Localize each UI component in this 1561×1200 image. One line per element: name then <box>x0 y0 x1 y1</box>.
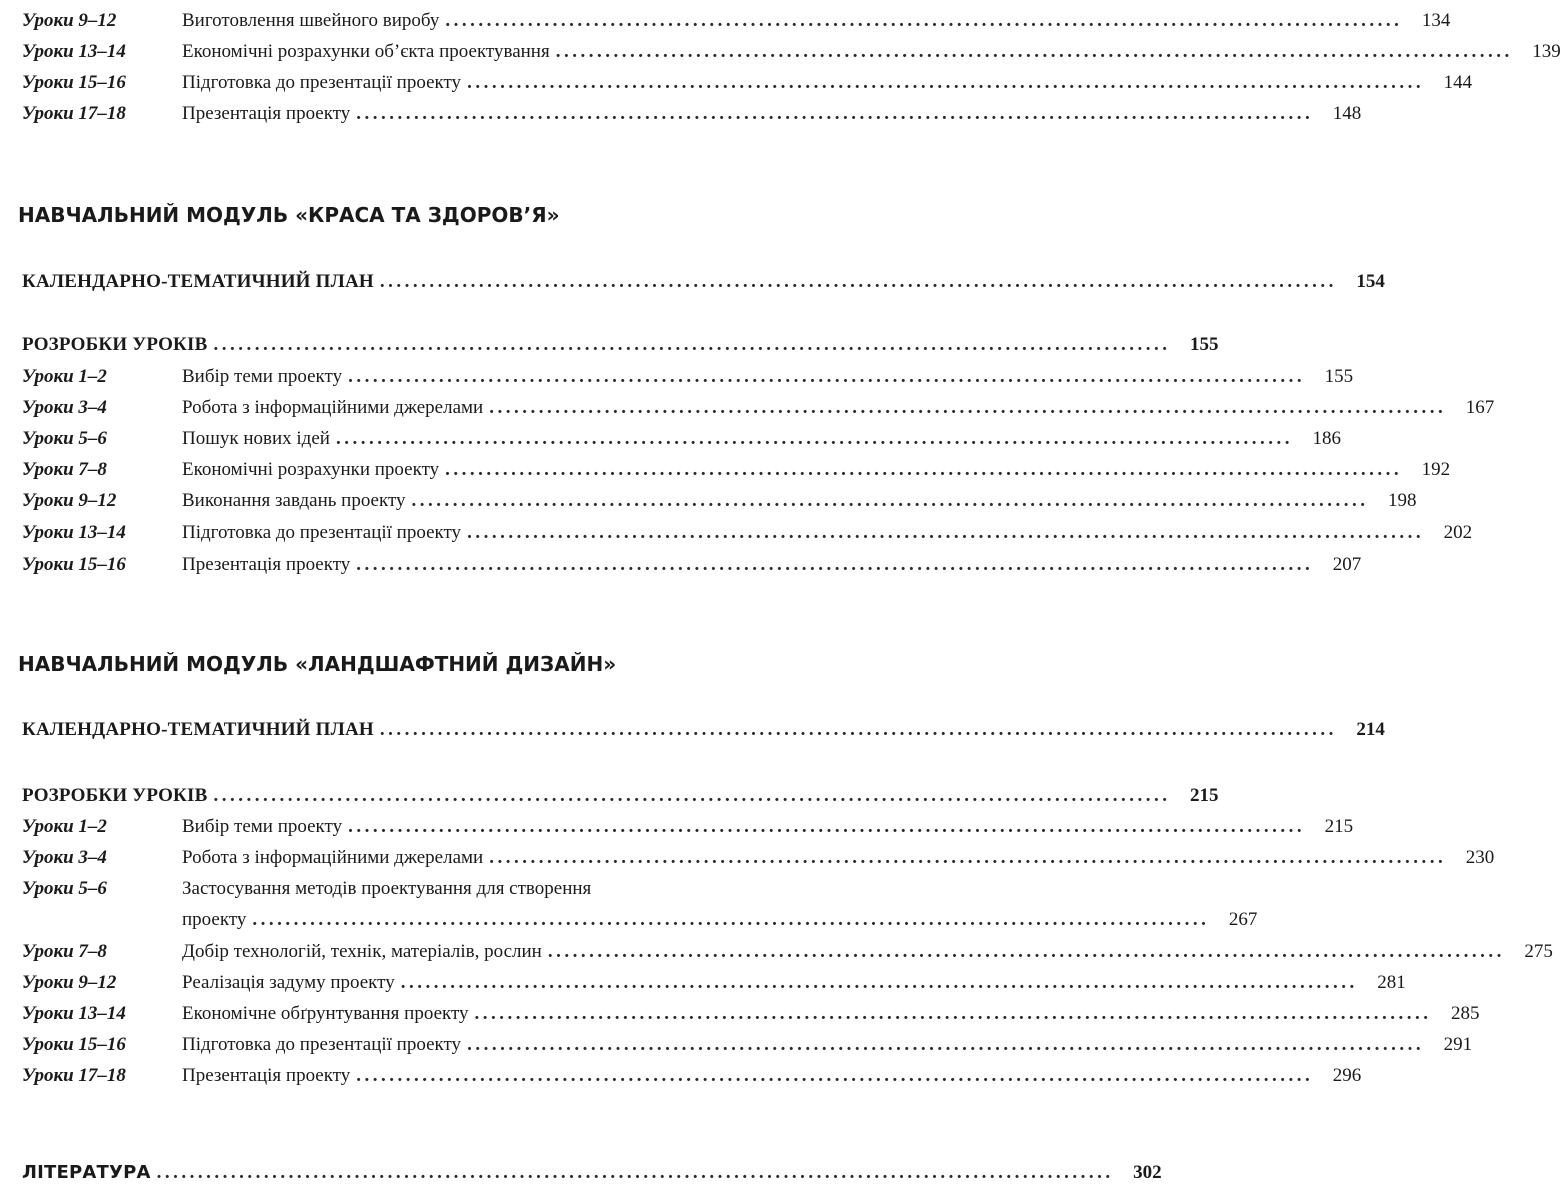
lesson-range: Уроки 7–8 <box>22 941 107 962</box>
toc-entry <box>22 424 1341 454</box>
dot-leader: .................................................................................................................... <box>400 972 1358 993</box>
lesson-range: Уроки 7–8 <box>22 459 107 480</box>
toc-entry-continuation <box>182 905 1258 935</box>
toc-entry <box>22 999 1480 1029</box>
page-number: 302 <box>1133 1162 1162 1183</box>
lesson-range: Уроки 9–12 <box>22 972 117 993</box>
lesson-range: Уроки 13–14 <box>22 1003 126 1024</box>
dot-leader: .................................................................................................................... <box>348 816 1306 837</box>
toc-entry <box>22 968 1406 998</box>
section-title: КАЛЕНДАРНО-ТЕМАТИЧНИЙ ПЛАН <box>22 271 374 292</box>
toc-entry <box>22 518 1473 548</box>
entry-title: Підготовка до презентації проекту <box>182 72 462 93</box>
page-number: 155 <box>1190 334 1219 355</box>
dot-leader: .................................................................................................................... <box>467 522 1425 543</box>
dot-leader: .................................................................................................................... <box>445 459 1403 480</box>
dot-leader: .................................................................................................................... <box>467 1034 1425 1055</box>
lesson-range: Уроки 1–2 <box>22 366 107 387</box>
lesson-range: Уроки 1–2 <box>22 816 107 837</box>
entry-title: Виготовлення швейного виробу <box>182 10 440 31</box>
page-number: 207 <box>1332 554 1362 575</box>
entry-title: Виконання завдань проекту <box>182 490 406 511</box>
page-number: 275 <box>1524 941 1553 962</box>
toc-entry <box>22 362 1354 392</box>
toc-entry <box>22 812 1354 842</box>
entry-title: Вибір теми проекту <box>182 816 343 837</box>
entry-title: Робота з інформаційними джерелами <box>182 847 484 868</box>
entry-title: Вибір теми проекту <box>182 366 343 387</box>
section-entry-plan <box>22 267 1385 297</box>
entry-title: Підготовка до презентації проекту <box>182 1034 462 1055</box>
lesson-range: Уроки 3–4 <box>22 397 107 418</box>
dot-leader: .................................................................................................................... <box>411 490 1369 511</box>
dot-leader: .................................................................................................................... <box>356 554 1314 575</box>
entry-title: Добір технологій, технік, матеріалів, рослин <box>182 941 542 962</box>
entry-title: Застосування методів проектування для створення <box>182 878 592 899</box>
section-entry-plan <box>22 715 1385 745</box>
lesson-range: Уроки 13–14 <box>22 522 126 543</box>
page-number: 291 <box>1443 1034 1473 1055</box>
dot-leader: .................................................................................................................... <box>213 785 1171 806</box>
dot-leader: .................................................................................................................... <box>555 41 1513 62</box>
toc-entry <box>22 874 824 904</box>
lesson-range: Уроки 15–16 <box>22 72 126 93</box>
page-number: 202 <box>1443 522 1473 543</box>
section-title: РОЗРОБКИ УРОКІВ <box>22 785 208 806</box>
entry-title: Презентація проекту <box>182 1065 351 1086</box>
dot-leader: .................................................................................................................... <box>379 719 1337 740</box>
page-number: 230 <box>1465 847 1495 868</box>
page-number: 155 <box>1324 366 1354 387</box>
page-number: 139 <box>1532 41 1561 62</box>
page-number: 214 <box>1356 719 1385 740</box>
entry-title: Робота з інформаційними джерелами <box>182 397 484 418</box>
toc-entry <box>22 550 1362 580</box>
entry-title: Реалізація задуму проекту <box>182 972 395 993</box>
page-number: 192 <box>1421 459 1451 480</box>
entry-title: Економічні розрахунки проекту <box>182 459 440 480</box>
dot-leader: .................................................................................................................... <box>348 366 1306 387</box>
page-number: 144 <box>1443 72 1473 93</box>
lesson-range: Уроки 5–6 <box>22 878 107 899</box>
entry-title: Економічне обґрунтування проекту <box>182 1003 469 1024</box>
toc-entry <box>22 6 1451 36</box>
section-entry-lessons <box>22 781 1219 811</box>
dot-leader: .................................................................................................................... <box>252 909 1210 930</box>
page-number: 285 <box>1451 1003 1480 1024</box>
toc-entry <box>22 1061 1362 1091</box>
page-number: 281 <box>1377 972 1406 993</box>
toc-entry <box>22 486 1417 516</box>
page-number: 215 <box>1324 816 1354 837</box>
page-number: 267 <box>1228 909 1258 930</box>
dot-leader: .................................................................................................................... <box>379 271 1337 292</box>
module-heading: НАВЧАЛЬНИЙ МОДУЛЬ «ЛАНДШАФТНИЙ ДИЗАЙН» <box>18 652 617 676</box>
toc-entry <box>22 843 1495 873</box>
dot-leader: .................................................................................................................... <box>445 10 1403 31</box>
page-number: 198 <box>1388 490 1417 511</box>
page-number: 215 <box>1190 785 1219 806</box>
entry-title: Презентація проекту <box>182 103 351 124</box>
lesson-range: Уроки 9–12 <box>22 490 117 511</box>
dot-leader: .................................................................................................................... <box>213 334 1171 355</box>
entry-title: Підготовка до презентації проекту <box>182 522 462 543</box>
section-entry-lessons <box>22 330 1219 360</box>
section-title: РОЗРОБКИ УРОКІВ <box>22 334 208 355</box>
dot-leader: .................................................................................................................... <box>474 1003 1432 1024</box>
dot-leader: .................................................................................................................... <box>467 72 1425 93</box>
page-number: 296 <box>1332 1065 1362 1086</box>
lesson-range: Уроки 13–14 <box>22 41 126 62</box>
page-number: 186 <box>1312 428 1341 449</box>
dot-leader: .................................................................................................................... <box>156 1162 1114 1183</box>
entry-title-continuation: проекту <box>182 909 247 930</box>
toc-entry <box>22 37 1561 67</box>
section-title: КАЛЕНДАРНО-ТЕМАТИЧНИЙ ПЛАН <box>22 719 374 740</box>
dot-leader: .................................................................................................................... <box>547 941 1505 962</box>
page-number: 154 <box>1356 271 1385 292</box>
dot-leader: .................................................................................................................... <box>489 397 1447 418</box>
entry-title: Пошук нових ідей <box>182 428 330 449</box>
dot-leader: .................................................................................................................... <box>356 103 1314 124</box>
toc-entry <box>22 68 1473 98</box>
page-number: 167 <box>1465 397 1495 418</box>
toc-entry <box>22 1030 1473 1060</box>
entry-title: Презентація проекту <box>182 554 351 575</box>
lesson-range: Уроки 17–18 <box>22 103 126 124</box>
lesson-range: Уроки 15–16 <box>22 554 126 575</box>
section-entry-literature <box>22 1158 1162 1188</box>
toc-entry <box>22 455 1451 485</box>
dot-leader: .................................................................................................................... <box>489 847 1447 868</box>
page-number: 148 <box>1332 103 1362 124</box>
toc-entry <box>22 393 1495 423</box>
lesson-range: Уроки 5–6 <box>22 428 107 449</box>
module-heading: НАВЧАЛЬНИЙ МОДУЛЬ «КРАСА ТА ЗДОРОВ’Я» <box>18 203 560 227</box>
lesson-range: Уроки 9–12 <box>22 10 117 31</box>
lesson-range: Уроки 15–16 <box>22 1034 126 1055</box>
lesson-range: Уроки 3–4 <box>22 847 107 868</box>
section-title: ЛІТЕРАТУРА <box>22 1162 151 1183</box>
entry-title: Економічні розрахунки об’єкта проектування <box>182 41 550 62</box>
dot-leader: .................................................................................................................... <box>356 1065 1314 1086</box>
toc-entry <box>22 937 1553 967</box>
toc-entry <box>22 99 1362 129</box>
lesson-range: Уроки 17–18 <box>22 1065 126 1086</box>
dot-leader: .................................................................................................................... <box>335 428 1293 449</box>
page-number: 134 <box>1421 10 1451 31</box>
